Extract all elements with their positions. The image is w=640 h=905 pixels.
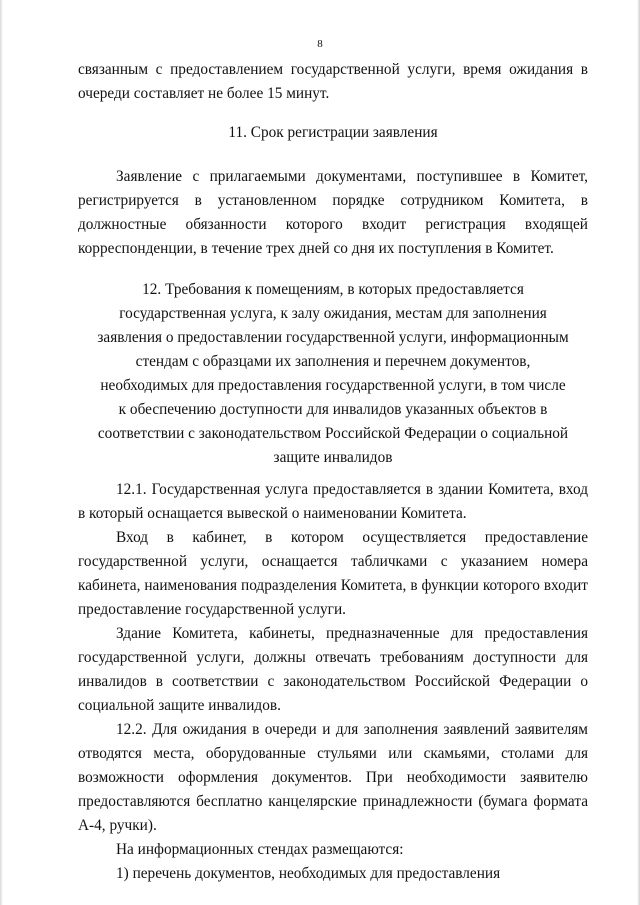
scan-edge-left <box>0 0 3 905</box>
heading-line-7: соответствии с законодательством Российской Федерации о социальной <box>97 425 569 442</box>
paragraph-text: 12.2. Для ожидания в очереди и для заполнения заявлений заявителям отводятся места, оборудованные стульями или скамьями, столами для возможности оформления документов. При необходимости заявителю предоставляются бесплатно канцелярские принадлежности (бумага формата А-4, ручки). <box>78 721 588 834</box>
paragraph-text: Здание Комитета, кабинеты, предназначенные для предоставления государственной услуги, должны отвечать требованиям доступности для инвалидов в соответствии с законодательством Российской Федерации о социальной защите инвалидов. <box>78 625 588 714</box>
paragraph-text: 1) перечень документов, необходимых для предоставления <box>116 865 501 882</box>
heading-line-1: 12. Требования к помещениям, в которых предоставляется <box>142 281 524 298</box>
heading-line-8: защите инвалидов <box>273 449 393 466</box>
heading-line-6: к обеспечению доступности для инвалидов указанных объектов в <box>118 401 548 418</box>
heading-line-5: необходимых для предоставления государственной услуги, в том числе <box>100 377 566 394</box>
section-heading-12 <box>78 278 588 470</box>
page-number: 8 <box>317 38 323 50</box>
paragraph-text: 12.1. Государственная услуга предоставляется в здании Комитета, вход в который оснащается вывеской о наименовании Комитета. <box>78 481 588 522</box>
paragraph-11 <box>78 165 588 261</box>
paragraph-text: Вход в кабинет, в котором осуществляется предоставление государственной услуги, оснащается табличками с указанием номера кабинета, наименования подразделения Комитета, в функции которого входит предоставление государственной услуги. <box>78 529 588 618</box>
heading-line-3: заявления о предоставлении государственной услуги, информационным <box>97 329 569 346</box>
paragraph-text: На информационных стендах размещаются: <box>116 841 404 858</box>
heading-line-4: стендам с образцами их заполнения и перечнем документов, <box>135 353 531 370</box>
paragraph-text: Заявление с прилагаемыми документами, поступившее в Комитет, регистрируется в установленном порядке сотрудником Комитета, в должностные обязанности которого входит регистрация входящей корреспонденции, в течение трех дней со дня их поступления в Комитет. <box>78 168 588 257</box>
paragraph-continuation <box>78 58 588 106</box>
paragraph-text: связанным с предоставлением государственной услуги, время ожидания в очереди составляет не более 15 минут. <box>78 61 588 102</box>
heading-line-2: государственная услуга, к залу ожидания, местам для заполнения <box>119 305 547 322</box>
section-heading-11 <box>78 121 588 145</box>
paragraph-12-1 <box>78 478 588 886</box>
heading-text: 11. Срок регистрации заявления <box>228 124 438 141</box>
